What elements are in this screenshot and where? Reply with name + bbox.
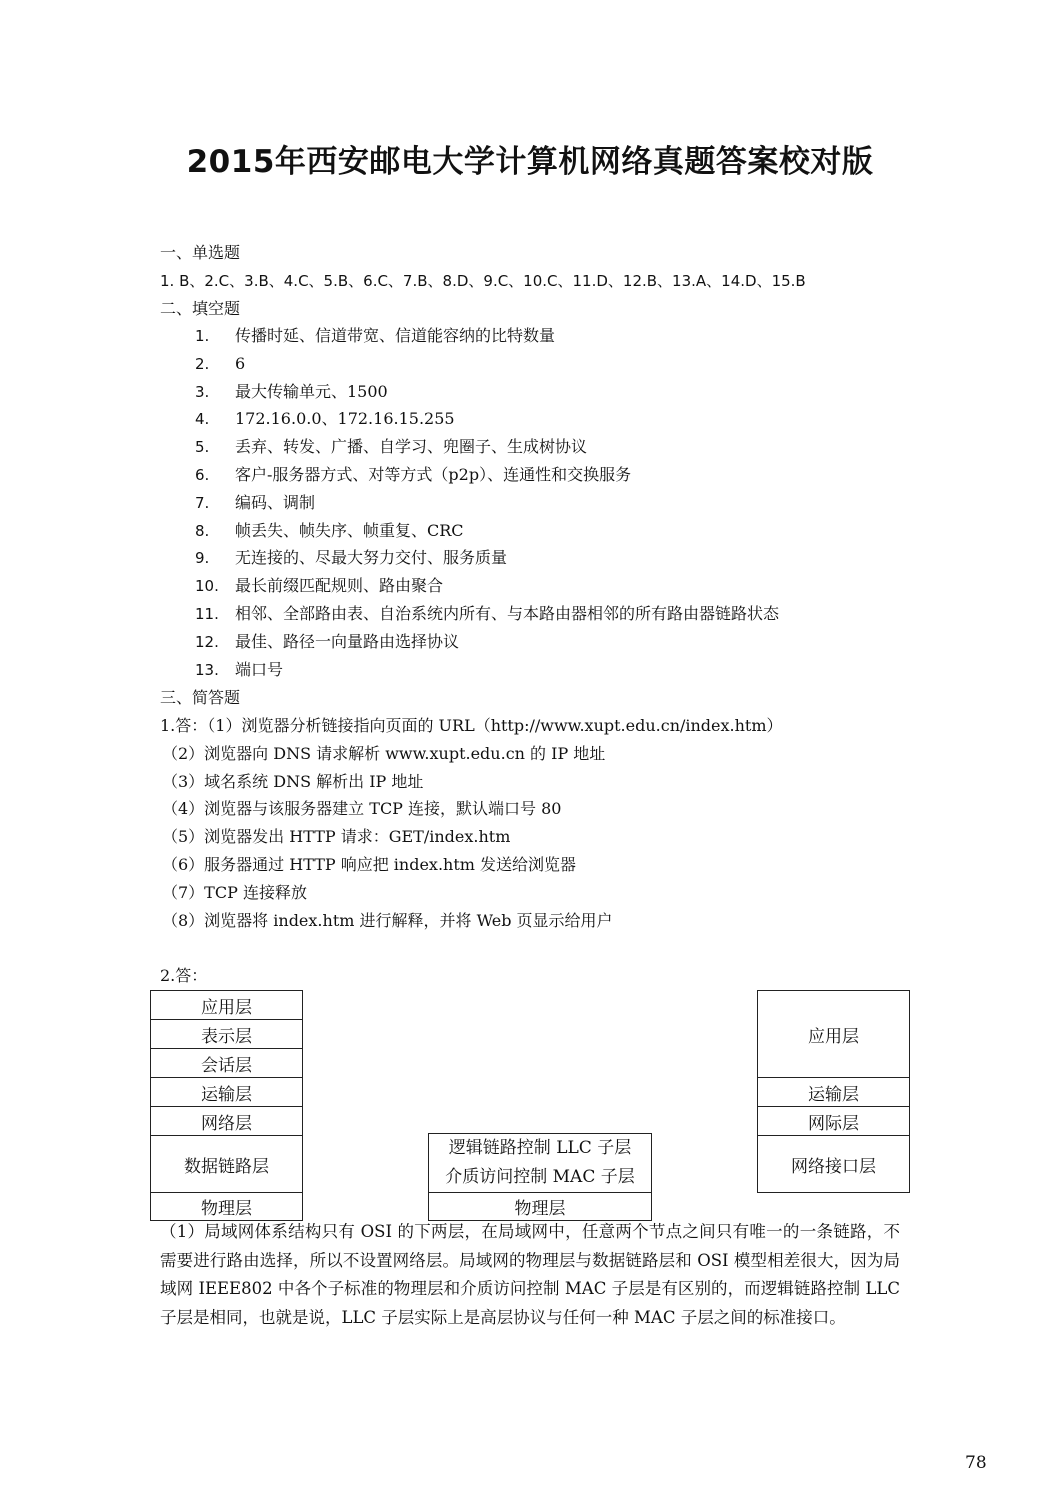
- list-item: [195, 350, 955, 378]
- list-item: [195, 405, 955, 433]
- answer-step: （2）浏览器向 DNS 请求解析 www.xupt.edu.cn 的 IP 地址: [162, 743, 606, 763]
- item-number: 8.: [195, 521, 210, 540]
- answer-step: （7）TCP 连接释放: [162, 882, 307, 902]
- list-item: [195, 517, 955, 545]
- item-text: 客户-服务器方式、对等方式（p2p）、连通性和交换服务: [235, 464, 632, 484]
- answer-2-label: 2.答：: [160, 966, 208, 985]
- layer-cell: 运输层: [758, 1078, 910, 1107]
- item-text: 最长前缀匹配规则、路由聚合: [235, 576, 444, 596]
- item-text: 172.16.0.0、172.16.15.255: [235, 409, 455, 429]
- list-item: [195, 378, 955, 406]
- layer-cell: 网络接口层: [758, 1136, 910, 1193]
- list-item: [195, 628, 955, 656]
- item-number: 6.: [195, 465, 210, 484]
- answer-step: （8）浏览器将 index.htm 进行解释，并将 Web 页显示给用户: [162, 910, 613, 930]
- layer-cell: 运输层: [151, 1078, 303, 1107]
- item-text: 传播时延、信道带宽、信道能容纳的比特数量: [235, 326, 556, 345]
- answer-2-paragraph: （1）局域网体系结构只有 OSI 的下两层，在局域网中，任意两个节点之间只有唯一的一条链路，不需要进行路由选择，所以不设置网络层。局域网的物理层与数据链路层和 OSI 模型相差很大，因为局域网 IEEE802 中各个子标准的物理层和介质访问控制 MAC 子层是有区别的，而逻辑链路控制 LLC 子层是相同，也就是说，LLC 子层实际上是高层协议与任何一种 MAC 子层之间的标准接口。: [160, 1222, 900, 1327]
- list-item: [195, 461, 955, 489]
- layer-cell: 物理层: [429, 1193, 652, 1221]
- item-text: 相邻、全部路由表、自治系统内所有、与本路由器相邻的所有路由器链路状态: [235, 603, 780, 623]
- layer-cell: 网际层: [758, 1107, 910, 1136]
- list-item: [195, 433, 955, 461]
- tcpip-layer-stack: [757, 990, 910, 1193]
- answer-step: （6）服务器通过 HTTP 响应把 index.htm 发送给浏览器: [162, 854, 577, 874]
- item-number: 5.: [195, 438, 210, 457]
- item-number: 9.: [195, 549, 210, 568]
- layer-cell: 应用层: [758, 991, 910, 1078]
- item-text: 端口号: [235, 659, 284, 679]
- list-item: [195, 572, 955, 600]
- single-choice-answers: 1. B、2.C、3.B、4.C、5.B、6.C、7.B、8.D、9.C、10.C、11.D、12.B、13.A、14.D、15.B: [160, 272, 806, 290]
- answer-step: 1.答：（1）浏览器分析链接指向页面的 URL（http://www.xupt.edu.cn/index.htm）: [160, 716, 783, 735]
- section-heading-fill-blank: 二、填空题: [160, 299, 241, 318]
- answer-step: （3）域名系统 DNS 解析出 IP 地址: [162, 771, 424, 791]
- item-number: 4.: [195, 410, 210, 429]
- osi-layer-stack: [150, 990, 303, 1221]
- item-number: 13.: [195, 660, 219, 679]
- item-text: 最佳、路径一向量路由选择协议: [235, 631, 460, 651]
- lan-layer-stack: [428, 1133, 652, 1221]
- page-number: 78: [965, 1453, 987, 1473]
- layer-cell: 介质访问控制 MAC 子层: [445, 1167, 635, 1187]
- answer-1-steps: [160, 712, 920, 934]
- layer-cell: 数据链路层: [151, 1136, 303, 1193]
- layer-cell: 物理层: [151, 1193, 303, 1221]
- item-text: 6: [235, 353, 246, 373]
- item-number: 12.: [195, 632, 219, 651]
- item-text: 帧丢失、帧失序、帧重复、CRC: [235, 520, 464, 540]
- layer-cell: 逻辑链路控制 LLC 子层: [448, 1138, 632, 1158]
- layer-cell: 会话层: [151, 1049, 303, 1078]
- page-title: 2015年西安邮电大学计算机网络真题答案校对版: [186, 144, 874, 180]
- layer-cell: 表示层: [151, 1020, 303, 1049]
- item-number: 7.: [195, 493, 210, 512]
- item-number: 11.: [195, 604, 219, 623]
- list-item: [195, 544, 955, 572]
- layer-cell: 应用层: [151, 991, 303, 1020]
- list-item: [195, 600, 955, 628]
- item-number: 3.: [195, 382, 210, 401]
- layer-cell: 网络层: [151, 1107, 303, 1136]
- layer-cell-llc-mac: [429, 1134, 652, 1193]
- item-number: 10.: [195, 577, 219, 596]
- section-heading-single-choice: 一、单选题: [160, 243, 241, 262]
- item-text: 编码、调制: [235, 492, 316, 512]
- answer-step: （4）浏览器与该服务器建立 TCP 连接，默认端口号 80: [162, 799, 562, 819]
- list-item: [195, 322, 955, 350]
- item-text: 最大传输单元、1500: [235, 381, 388, 401]
- item-text: 丢弃、转发、广播、自学习、兜圈子、生成树协议: [235, 437, 588, 457]
- item-number: 2.: [195, 354, 210, 373]
- fill-blank-list: [195, 322, 955, 683]
- item-text: 无连接的、尽最大努力交付、服务质量: [235, 548, 508, 568]
- section-heading-short-answer: 三、简答题: [160, 688, 241, 707]
- list-item: [195, 489, 955, 517]
- list-item: [195, 656, 955, 684]
- answer-step: （5）浏览器发出 HTTP 请求：GET/index.htm: [162, 827, 511, 847]
- item-number: 1.: [195, 327, 210, 345]
